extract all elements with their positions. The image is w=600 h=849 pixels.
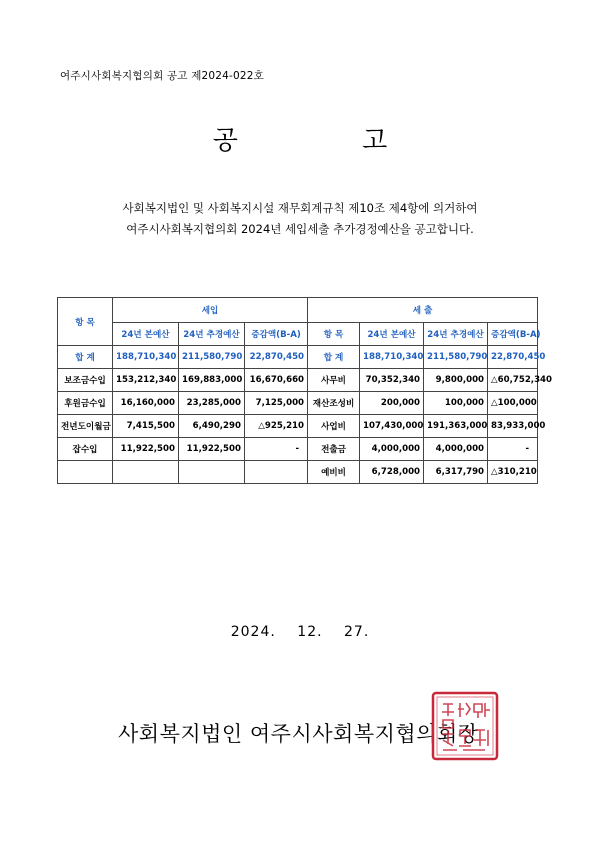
expense-base-value: 107,430,000 — [360, 415, 424, 438]
expense-item-label: 사업비 — [308, 415, 360, 438]
revenue-revised-value: 11,922,500 — [179, 438, 245, 461]
revenue-diff-value: - — [245, 438, 308, 461]
revenue-base-value: 7,415,500 — [113, 415, 179, 438]
date-month: 12. — [297, 624, 323, 640]
revenue-base-value: 16,160,000 — [113, 392, 179, 415]
revenue-item-label: 전년도이월금 — [58, 415, 113, 438]
intro-line-2: 여주시사회복지협의회 2024년 세입세출 추가경정예산을 공고합니다. — [126, 222, 474, 236]
revenue-item-label — [58, 461, 113, 484]
revenue-revised-value: 169,883,000 — [179, 369, 245, 392]
total-expense-revised: 211,580,790 — [424, 346, 488, 369]
total-expense-diff: 22,870,450 — [488, 346, 538, 369]
total-revenue-base: 188,710,340 — [113, 346, 179, 369]
revenue-base-value: 153,212,340 — [113, 369, 179, 392]
expense-diff-value: △310,210 — [488, 461, 538, 484]
revenue-col-base: 24년 본예산 — [113, 323, 179, 346]
revenue-col-diff: 증감액(B-A) — [245, 323, 308, 346]
budget-table — [57, 297, 553, 484]
announcement-date — [0, 624, 600, 640]
expense-diff-value: 83,933,000 — [488, 415, 538, 438]
official-seal-icon — [430, 690, 500, 762]
expense-item-label: 사무비 — [308, 369, 360, 392]
revenue-revised-value: 6,490,290 — [179, 415, 245, 438]
total-expense-label: 합 계 — [308, 346, 360, 369]
signer-name: 사회복지법인 여주시사회복지협의회장 — [118, 722, 479, 746]
expense-item-label: 전출금 — [308, 438, 360, 461]
expense-diff-value: - — [488, 438, 538, 461]
table-row — [58, 438, 538, 461]
total-revenue-diff: 22,870,450 — [245, 346, 308, 369]
page-title: 공 고 — [212, 126, 446, 156]
revenue-revised-value: 23,285,000 — [179, 392, 245, 415]
expense-col-revised: 24년 추경예산 — [424, 323, 488, 346]
revenue-col-revised: 24년 추경예산 — [179, 323, 245, 346]
date-year: 2024. — [230, 624, 276, 640]
expense-item-label: 예비비 — [308, 461, 360, 484]
table-row — [58, 461, 538, 484]
expense-revised-value: 6,317,790 — [424, 461, 488, 484]
expense-revised-value: 191,363,000 — [424, 415, 488, 438]
expense-col-base: 24년 본예산 — [360, 323, 424, 346]
expense-base-value: 70,352,340 — [360, 369, 424, 392]
expense-diff-value: △100,000 — [488, 392, 538, 415]
expense-revised-value: 9,800,000 — [424, 369, 488, 392]
intro-line-1: 사회복지법인 및 사회복지시설 재무회계규칙 제10조 제4항에 의거하여 — [122, 201, 478, 215]
expense-revised-value: 100,000 — [424, 392, 488, 415]
document-number: 여주시사회복지협의회 공고 제2024-022호 — [60, 70, 265, 82]
revenue-revised-value — [179, 461, 245, 484]
revenue-item-label: 후원금수입 — [58, 392, 113, 415]
revenue-item-label: 잡수입 — [58, 438, 113, 461]
expense-base-value: 4,000,000 — [360, 438, 424, 461]
intro-paragraph — [40, 198, 560, 240]
expense-revised-value: 4,000,000 — [424, 438, 488, 461]
total-expense-base: 188,710,340 — [360, 346, 424, 369]
table-row — [58, 369, 538, 392]
expense-header: 세 출 — [308, 298, 538, 323]
table-row — [58, 415, 538, 438]
revenue-diff-value — [245, 461, 308, 484]
date-day: 27. — [344, 624, 370, 640]
expense-item-label: 재산조성비 — [308, 392, 360, 415]
expense-diff-value: △60,752,340 — [488, 369, 538, 392]
revenue-header: 세입 — [113, 298, 308, 323]
table-row-total — [58, 346, 538, 369]
revenue-item-label: 보조금수입 — [58, 369, 113, 392]
revenue-item-header: 항 목 — [58, 298, 113, 346]
expense-item-header: 항 목 — [308, 323, 360, 346]
expense-col-diff: 증감액(B-A) — [488, 323, 538, 346]
table-row — [58, 392, 538, 415]
total-revenue-label: 합 계 — [58, 346, 113, 369]
revenue-diff-value: 7,125,000 — [245, 392, 308, 415]
expense-base-value: 200,000 — [360, 392, 424, 415]
expense-base-value: 6,728,000 — [360, 461, 424, 484]
revenue-diff-value: △925,210 — [245, 415, 308, 438]
revenue-base-value: 11,922,500 — [113, 438, 179, 461]
revenue-diff-value: 16,670,660 — [245, 369, 308, 392]
revenue-base-value — [113, 461, 179, 484]
total-revenue-revised: 211,580,790 — [179, 346, 245, 369]
